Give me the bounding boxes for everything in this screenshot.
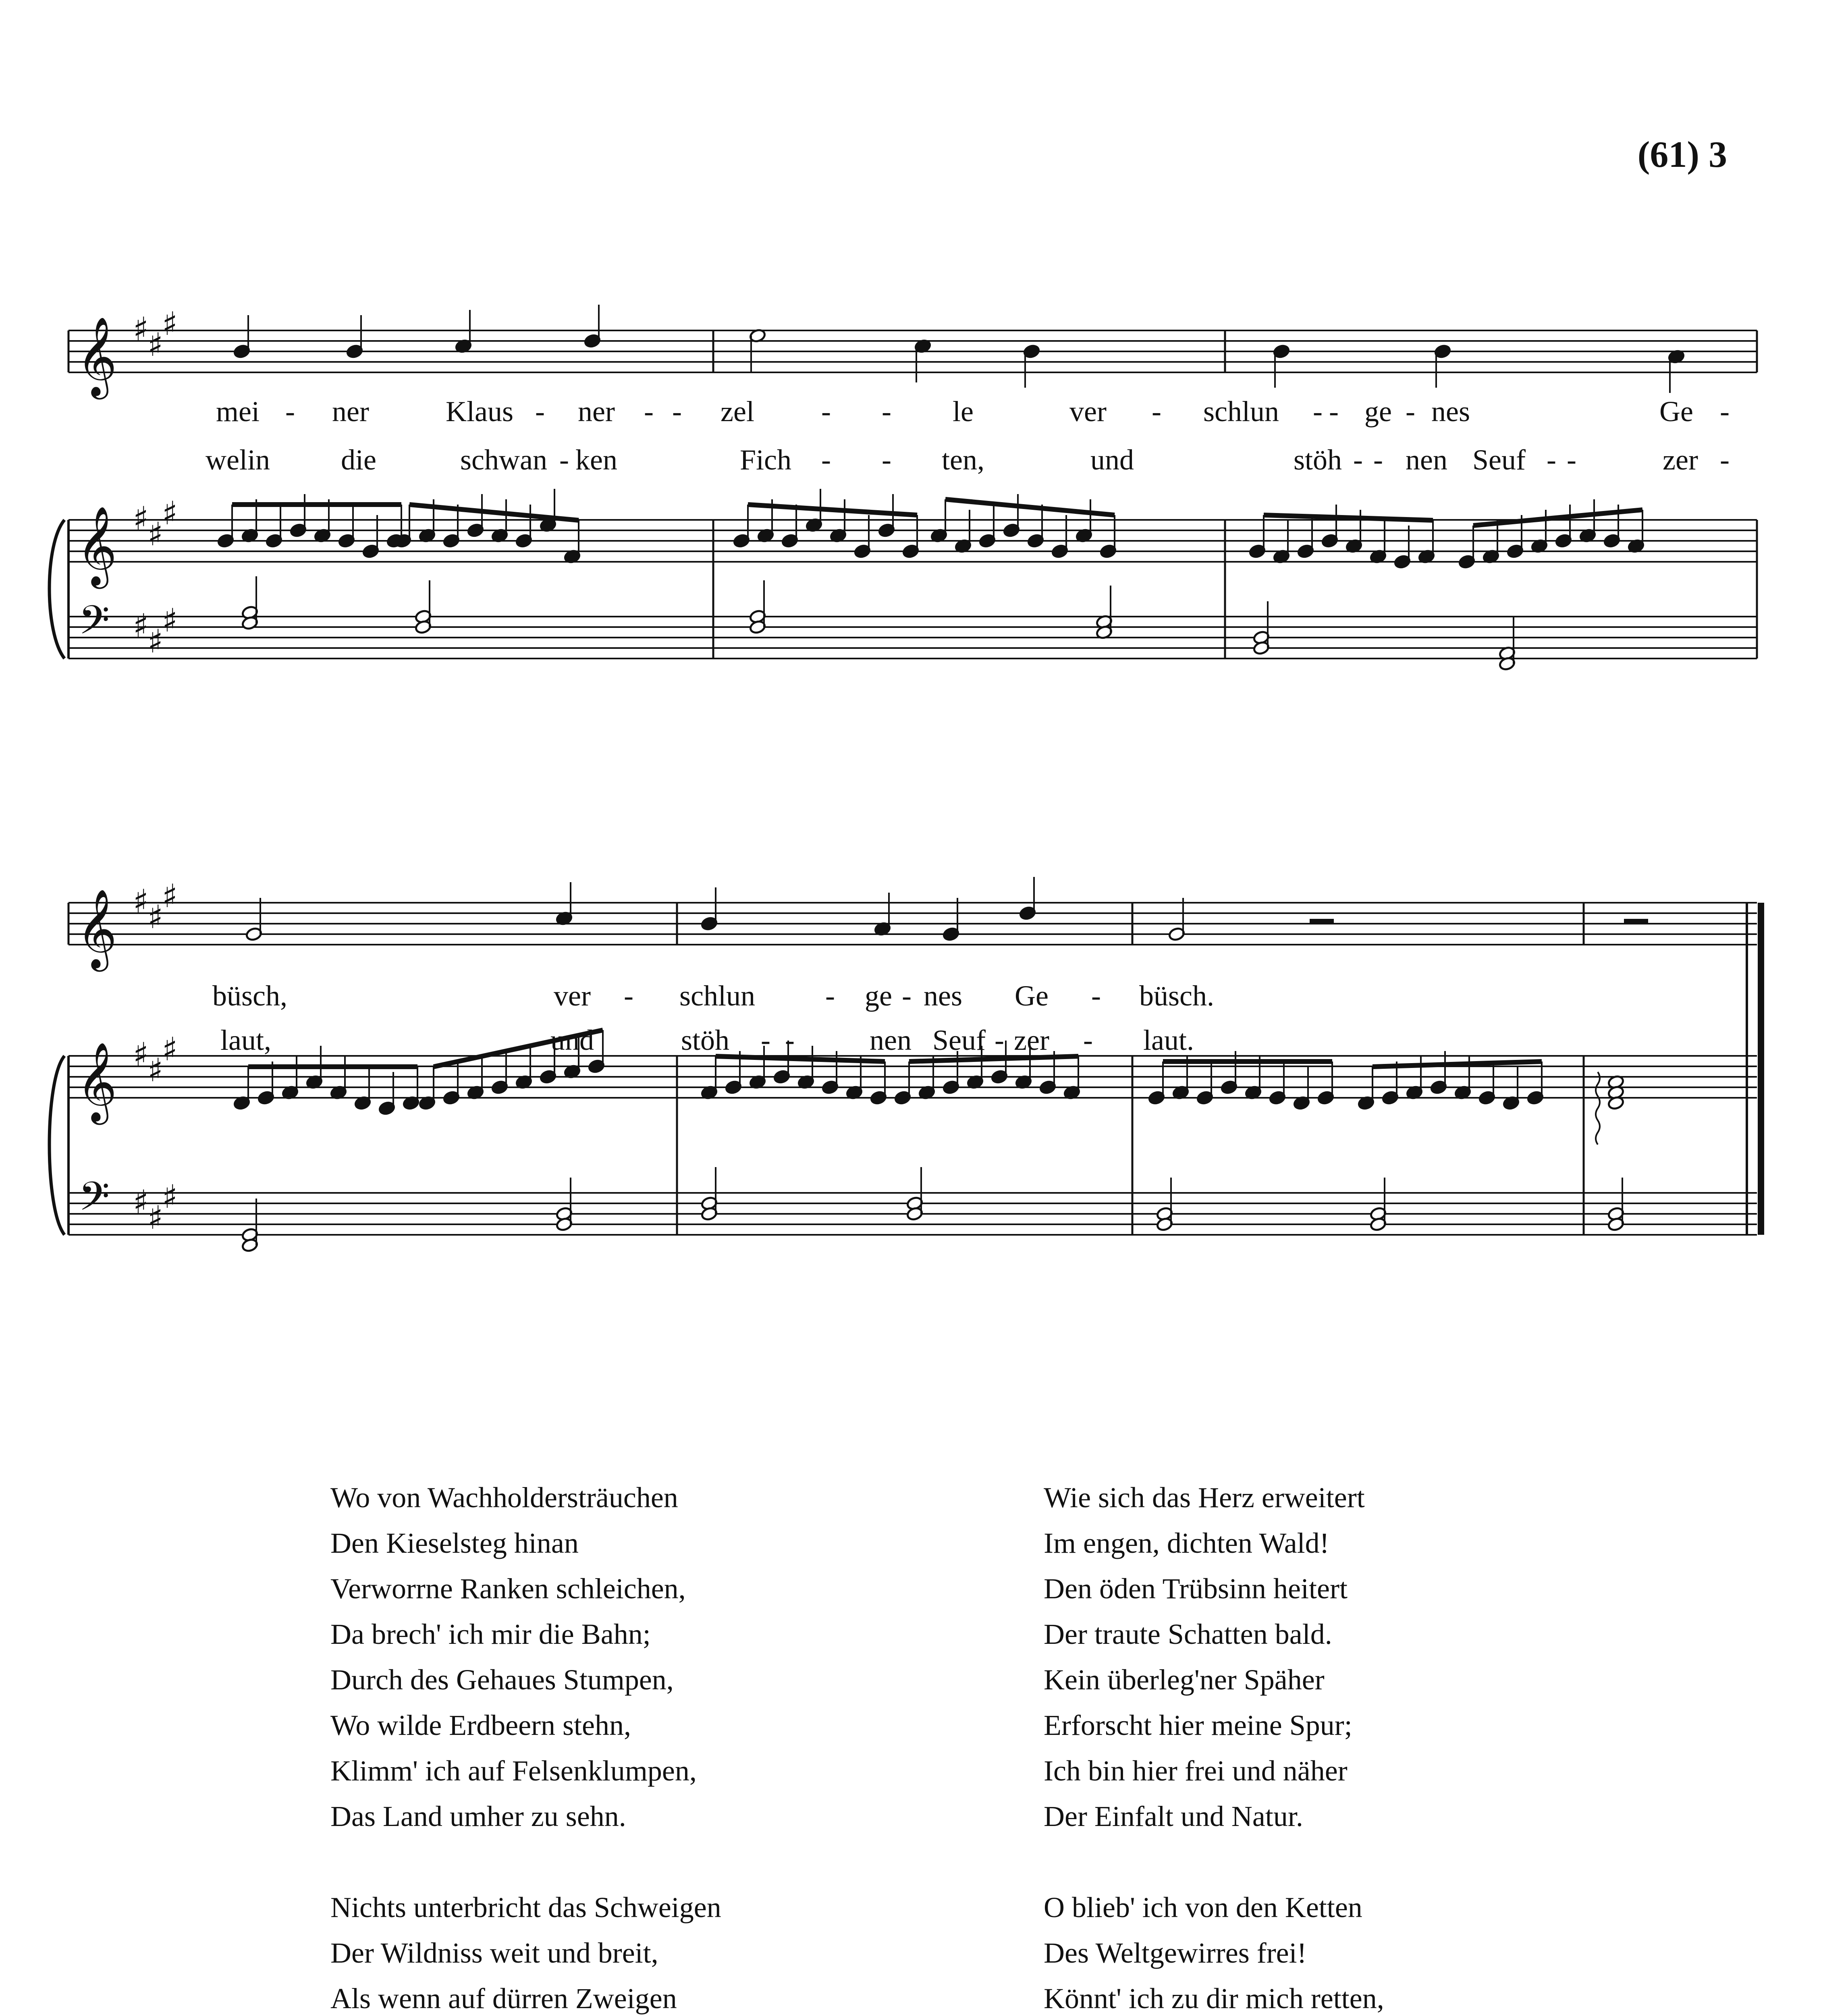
poem-line: Könnt' ich zu dir mich retten, <box>1044 1982 1384 2015</box>
lyric-syllable: zer <box>1014 1024 1049 1056</box>
lyric-hyphen: - <box>1547 444 1556 476</box>
key-signature-sharp: ♯ <box>133 883 149 920</box>
poem-line: Im engen, dichten Wald! <box>1044 1527 1329 1559</box>
key-signature-sharp: ♯ <box>133 607 149 644</box>
key-signature-sharp: ♯ <box>147 515 163 553</box>
lyric-syllable: zel <box>721 395 754 428</box>
bass-clef: 𝄢 <box>79 1174 110 1230</box>
lyric-hyphen: - <box>1152 395 1161 428</box>
key-signature-sharp: ♯ <box>162 305 178 343</box>
lyric-syllable: büsch. <box>1139 980 1214 1012</box>
system1-verse1-lyrics <box>0 395 1848 435</box>
poem-line: Klimm' ich auf Felsenklumpen, <box>330 1755 697 1787</box>
key-signature-sharp: ♯ <box>147 623 163 660</box>
key-signature-sharp: ♯ <box>147 1199 163 1236</box>
lyric-hyphen: - <box>1567 444 1576 476</box>
key-signature-sharp: ♯ <box>133 1183 149 1221</box>
lyric-hyphen: - <box>1720 395 1730 428</box>
lyric-hyphen: - <box>559 444 569 476</box>
lyric-hyphen: - <box>902 980 912 1012</box>
lyric-syllable: le <box>953 395 974 428</box>
poem-line: Des Weltgewirres frei! <box>1044 1937 1307 1969</box>
lyric-syllable: und <box>550 1024 594 1056</box>
poem-line: Erforscht hier meine Spur; <box>1044 1709 1352 1741</box>
lyric-hyphen: - <box>882 395 891 428</box>
key-signature-sharp: ♯ <box>162 1030 178 1068</box>
poem-line: Der traute Schatten bald. <box>1044 1618 1332 1650</box>
key-signature-sharp: ♯ <box>162 494 178 532</box>
poem-line: Wo wilde Erdbeern stehn, <box>330 1709 631 1741</box>
poem-left-column <box>330 1475 725 2015</box>
lyric-syllable: Ge <box>1015 980 1049 1012</box>
lyric-syllable: zer <box>1663 444 1698 476</box>
system1-verse2-lyrics <box>0 443 1848 484</box>
lyric-syllable: Klaus <box>446 395 513 428</box>
lyric-syllable: ge <box>865 980 892 1012</box>
lyric-hyphen: - <box>1406 395 1415 428</box>
lyric-syllable: ten, <box>942 444 984 476</box>
lyric-hyphen: - <box>825 980 835 1012</box>
key-signature-sharp: ♯ <box>147 898 163 936</box>
poem-line: Der Einfalt und Natur. <box>1044 1800 1303 1832</box>
poem-line: Kein überleg'ner Späher <box>1044 1664 1325 1696</box>
key-signature-sharp: ♯ <box>162 602 178 639</box>
poem-right-column <box>1044 1475 1438 2015</box>
key-signature-sharp: ♯ <box>162 1178 178 1215</box>
lyric-hyphen: - <box>1083 1024 1093 1056</box>
lyric-syllable: stöh <box>1293 444 1342 476</box>
poem-line: Wie sich das Herz erweitert <box>1044 1481 1365 1514</box>
stanza <box>1044 1475 1438 1839</box>
key-signature-sharp: ♯ <box>162 877 178 915</box>
lyric-hyphen: - <box>1329 395 1339 428</box>
treble-clef: 𝄞 <box>77 1042 117 1122</box>
lyric-syllable: büsch, <box>212 980 287 1012</box>
stanza <box>330 1885 725 2015</box>
lyric-syllable: welin <box>206 444 270 476</box>
poem-line: Als wenn auf dürren Zweigen <box>330 1982 677 2015</box>
right-hand-beam <box>409 505 579 520</box>
system2-verse2-lyrics <box>0 1024 1848 1064</box>
lyric-syllable: stöh <box>681 1024 730 1056</box>
lyric-hyphen: - <box>882 444 891 476</box>
poem-line: Durch des Gehaues Stumpen, <box>330 1664 674 1696</box>
arpeggio-mark <box>1596 1072 1600 1145</box>
lyric-hyphen: - <box>821 395 831 428</box>
lyric-hyphen: - <box>1353 444 1363 476</box>
lyric-syllable: nen <box>870 1024 912 1056</box>
system2-verse1-lyrics <box>0 979 1848 1020</box>
lyric-hyphen: - <box>821 444 831 476</box>
bass-clef: 𝄢 <box>79 597 110 653</box>
lyric-syllable: und <box>1090 444 1134 476</box>
poem-line: Da brech' ich mir die Bahn; <box>330 1618 651 1650</box>
lyric-syllable: Fich <box>739 444 792 476</box>
treble-clef: 𝄞 <box>77 316 117 396</box>
lyric-hyphen: - <box>995 1024 1004 1056</box>
page-number: (61) 3 <box>1637 134 1727 175</box>
lyric-syllable: nes <box>924 980 962 1012</box>
grand-staff-brace <box>50 520 65 659</box>
lyric-syllable: Seuf <box>1472 444 1526 476</box>
stanza <box>330 1475 725 1839</box>
poem-line: Ich bin hier frei und näher <box>1044 1755 1348 1787</box>
half-rest <box>1310 919 1334 924</box>
key-signature-sharp: ♯ <box>147 1051 163 1089</box>
poem-line: Das Land umher zu sehn. <box>330 1800 626 1832</box>
key-signature-sharp: ♯ <box>147 326 163 364</box>
poem-line: Wo von Wachholdersträuchen <box>330 1481 678 1514</box>
lyric-hyphen: - <box>1091 980 1101 1012</box>
lyric-hyphen: - <box>761 1024 770 1056</box>
lyric-syllable: nes <box>1431 395 1470 428</box>
lyric-syllable: ver <box>554 980 591 1012</box>
lyric-syllable: Ge <box>1659 395 1693 428</box>
right-hand-beam <box>748 505 917 515</box>
poem-line: Den öden Trübsinn heitert <box>1044 1573 1348 1605</box>
poem-line: Der Wildniss weit und breit, <box>330 1937 658 1969</box>
lyric-syllable: laut, <box>220 1024 271 1056</box>
lyric-syllable: schlun <box>679 980 755 1012</box>
lyric-syllable: ner <box>578 395 615 428</box>
lyric-syllable: ge <box>1364 395 1392 428</box>
lyric-hyphen: - <box>285 395 295 428</box>
lyric-syllable: schlun <box>1203 395 1279 428</box>
lyric-syllable: Seuf <box>932 1024 986 1056</box>
key-signature-sharp: ♯ <box>133 310 149 348</box>
right-hand-beam <box>1473 510 1642 526</box>
lyric-hyphen: - <box>785 1024 795 1056</box>
poem-line: Nichts unterbricht das Schweigen <box>330 1891 721 1924</box>
lyric-hyphen: - <box>672 395 682 428</box>
lyric-hyphen: - <box>1373 444 1383 476</box>
lyric-hyphen: - <box>1313 395 1323 428</box>
stanza <box>1044 1885 1438 2015</box>
lyric-hyphen: - <box>1720 444 1730 476</box>
lyric-syllable: ver <box>1069 395 1107 428</box>
lyric-hyphen: - <box>535 395 545 428</box>
lyric-syllable: ken <box>575 444 617 476</box>
key-signature-sharp: ♯ <box>133 500 149 537</box>
poem-line: Den Kieselsteg hinan <box>330 1527 579 1559</box>
treble-clef: 𝄞 <box>77 889 117 968</box>
grand-staff-brace <box>50 1056 65 1235</box>
lyric-syllable: mei <box>216 395 260 428</box>
lyric-syllable: laut. <box>1143 1024 1194 1056</box>
right-hand-beam <box>945 499 1115 515</box>
lyric-syllable: nen <box>1406 444 1447 476</box>
lyric-hyphen: - <box>644 395 654 428</box>
lyric-syllable: ner <box>332 395 369 428</box>
half-rest <box>1624 919 1648 924</box>
treble-clef: 𝄞 <box>77 506 117 586</box>
poem-line: Verworrne Ranken schleichen, <box>330 1573 686 1605</box>
poem-line: O blieb' ich von den Ketten <box>1044 1891 1362 1924</box>
lyric-hyphen: - <box>624 980 633 1012</box>
lyric-syllable: die <box>341 444 376 476</box>
key-signature-sharp: ♯ <box>133 1036 149 1073</box>
lyric-syllable: schwan <box>460 444 547 476</box>
